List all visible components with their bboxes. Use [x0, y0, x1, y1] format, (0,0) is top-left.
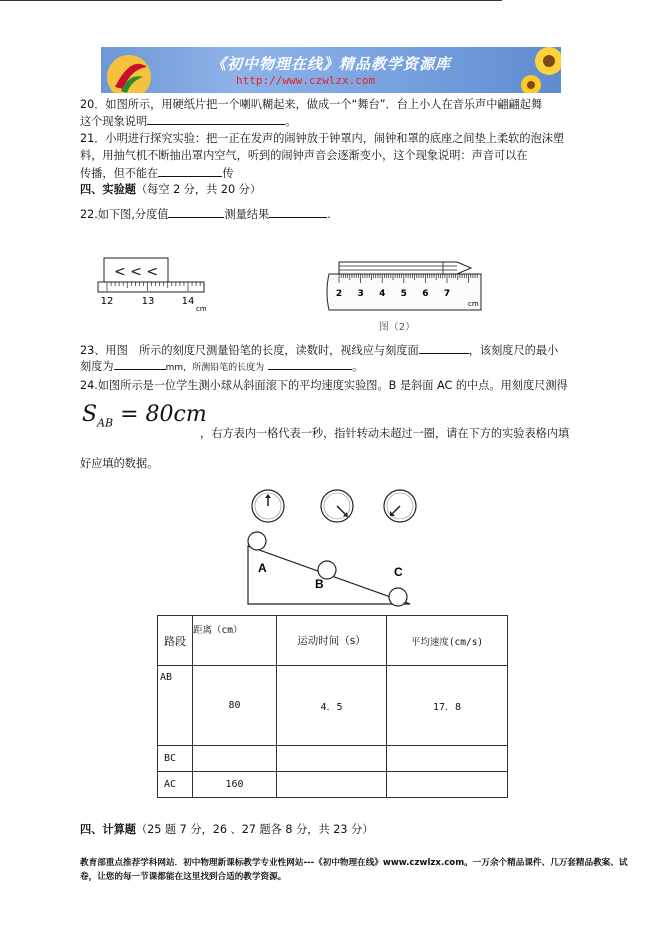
- q23-prefix: 23、用图 所示的刻度尺测量铅笔的长度，读数时，视线应与刻度面: [80, 344, 419, 357]
- q23-length-blank[interactable]: [268, 358, 352, 370]
- table-row: [158, 746, 508, 772]
- header-segment: 路段: [158, 616, 193, 666]
- q22-prefix: 22.如下图,分度值: [80, 208, 169, 221]
- label-a: A: [258, 561, 267, 575]
- table-header-row: [158, 616, 508, 666]
- q23-line2-suffix: 。: [352, 360, 364, 373]
- row-ac-distance[interactable]: 160: [193, 772, 277, 798]
- ruler1-tick-label-14: 14: [181, 296, 195, 307]
- ruler2-tick-label: 3: [357, 289, 364, 299]
- figure-2-caption: 图（2）: [378, 322, 416, 333]
- row-ac-time[interactable]: [277, 772, 387, 798]
- banner-url[interactable]: http://www.czwlzx.com: [236, 74, 376, 87]
- label-b: B: [315, 577, 324, 591]
- block-marks: < < <: [113, 264, 159, 280]
- table-row: [158, 772, 508, 798]
- section-experiment-heading: [80, 182, 261, 198]
- q23-suffix1: ，该刻度尺的最小: [468, 344, 559, 357]
- q21-line3: [80, 165, 234, 182]
- q24-line1: 24.如图所示是一位学生测小球从斜面滚下的平均速度实验图。B 是斜面 AC 的中点。用刻度尺测得: [80, 379, 568, 392]
- q22-result-blank[interactable]: [269, 206, 327, 218]
- q23-view-blank[interactable]: [419, 342, 469, 354]
- q22-suffix: .: [327, 208, 331, 221]
- ruler1-tick-label-12: 12: [100, 296, 114, 307]
- header-banner: [101, 47, 561, 93]
- ruler2-tick-label: 2: [335, 289, 343, 299]
- q20-answer-blank[interactable]: [147, 113, 285, 125]
- q21-line1: 21．小明进行探究实验：把一正在发声的闹钟放于钟罩内，闹钟和罩的底座之间垫上柔软的泡沫塑: [80, 132, 565, 145]
- q22-middle: 测量结果: [224, 208, 270, 221]
- q23-line1: [80, 342, 558, 359]
- row-ab-time[interactable]: 4．5: [277, 666, 387, 746]
- footer-text: 教育部重点推荐学科网站．初中物理新课标教学专业性网站---《初中物理在线》www.czwlzx.com。一万余个精品课件、几万套精品教案、试卷，让您的每一节课都能在这里找到合适的教学资源。: [80, 858, 628, 882]
- q23-min-division-blank[interactable]: [114, 358, 166, 370]
- label-c: C: [394, 565, 403, 579]
- stopwatch-end: [384, 490, 416, 522]
- stopwatch-middle: [321, 490, 353, 522]
- row-bc-distance[interactable]: [193, 746, 277, 772]
- ball-at-a: [248, 532, 266, 550]
- table-row: [158, 666, 508, 746]
- incline-figure: [240, 488, 420, 610]
- q24-line3: 好应填的数据。: [80, 457, 159, 470]
- formula-value: = 80cm: [113, 402, 207, 427]
- ruler2-tick-label: 4: [379, 289, 386, 299]
- q20-prefix: 这个现象说明: [80, 115, 148, 128]
- q20-line1: 20．如图所示，用硬纸片把一个喇叭糊起来，做成一个“舞台”．台上小人在音乐声中翩翩起舞: [80, 98, 543, 111]
- q21-prefix: 传播，但不能在: [80, 167, 159, 180]
- ball-at-c: [389, 588, 407, 606]
- q23-unit-text: mm，所测铅笔的长度为: [165, 363, 265, 373]
- header-divider: [0, 0, 502, 1]
- ruler2-tick-label: 5: [400, 289, 407, 299]
- section-calc-title: 四、计算题: [80, 823, 136, 836]
- q20-line2: [80, 113, 296, 130]
- header-time: 运动时间（s）: [277, 616, 387, 666]
- row-ab-speed[interactable]: 17．8: [387, 666, 508, 746]
- q23-line2-prefix: 刻度为: [80, 360, 114, 373]
- q24-line2: ，右方表内一格代表一秒，指针转动未超过一圈，请在下方的实验表格内填: [200, 427, 570, 440]
- ruler2-tick-label: 7: [443, 289, 451, 299]
- ruler2-tick-label: 6: [422, 289, 429, 299]
- header-distance: 距离（cm）: [193, 616, 277, 666]
- q21-answer-blank[interactable]: [158, 165, 222, 177]
- q21-suffix: 传: [222, 167, 234, 180]
- ruler1-tick-label-13: 13: [141, 296, 155, 307]
- row-bc-speed[interactable]: [387, 746, 508, 772]
- formula-subscript: AB: [97, 416, 114, 430]
- row-ab-segment: AB: [158, 666, 193, 746]
- q22-division-blank[interactable]: [168, 206, 224, 218]
- section-experiment-title: 四、实验题: [80, 183, 136, 196]
- ruler2-unit: cm: [468, 300, 479, 308]
- row-ac-segment: AC: [158, 772, 193, 798]
- ruler-figure-2: [325, 252, 485, 338]
- section-calc-heading: [80, 822, 373, 838]
- ruler1-unit: cm: [196, 305, 207, 313]
- section-experiment-note: （每空 2 分，共 20 分）: [135, 183, 262, 196]
- experiment-table: [157, 615, 508, 798]
- formula-variable: S: [82, 402, 98, 427]
- q22-line: [80, 206, 331, 223]
- q23-line2: [80, 358, 363, 376]
- row-bc-time[interactable]: [277, 746, 387, 772]
- banner-title: 《初中物理在线》精品教学资源库: [211, 55, 452, 73]
- q20-suffix: 。: [285, 115, 297, 128]
- row-ab-distance[interactable]: 80: [193, 666, 277, 746]
- pencil: [339, 262, 471, 274]
- section-calc-note: （25 题 7 分，26 、27 题各 8 分，共 23 分）: [135, 823, 374, 836]
- row-ac-speed[interactable]: [387, 772, 508, 798]
- q24-formula: [82, 402, 207, 429]
- q21-line2: 料，用抽气机不断抽出罩内空气，听到的闹钟声音会逐渐变小，这个现象说明：声音可以在: [80, 149, 528, 162]
- stopwatch-start: [252, 490, 284, 522]
- row-bc-segment: BC: [158, 746, 193, 772]
- header-speed: 平均速度(cm/s): [387, 616, 508, 666]
- ruler-figure-1: [96, 256, 208, 314]
